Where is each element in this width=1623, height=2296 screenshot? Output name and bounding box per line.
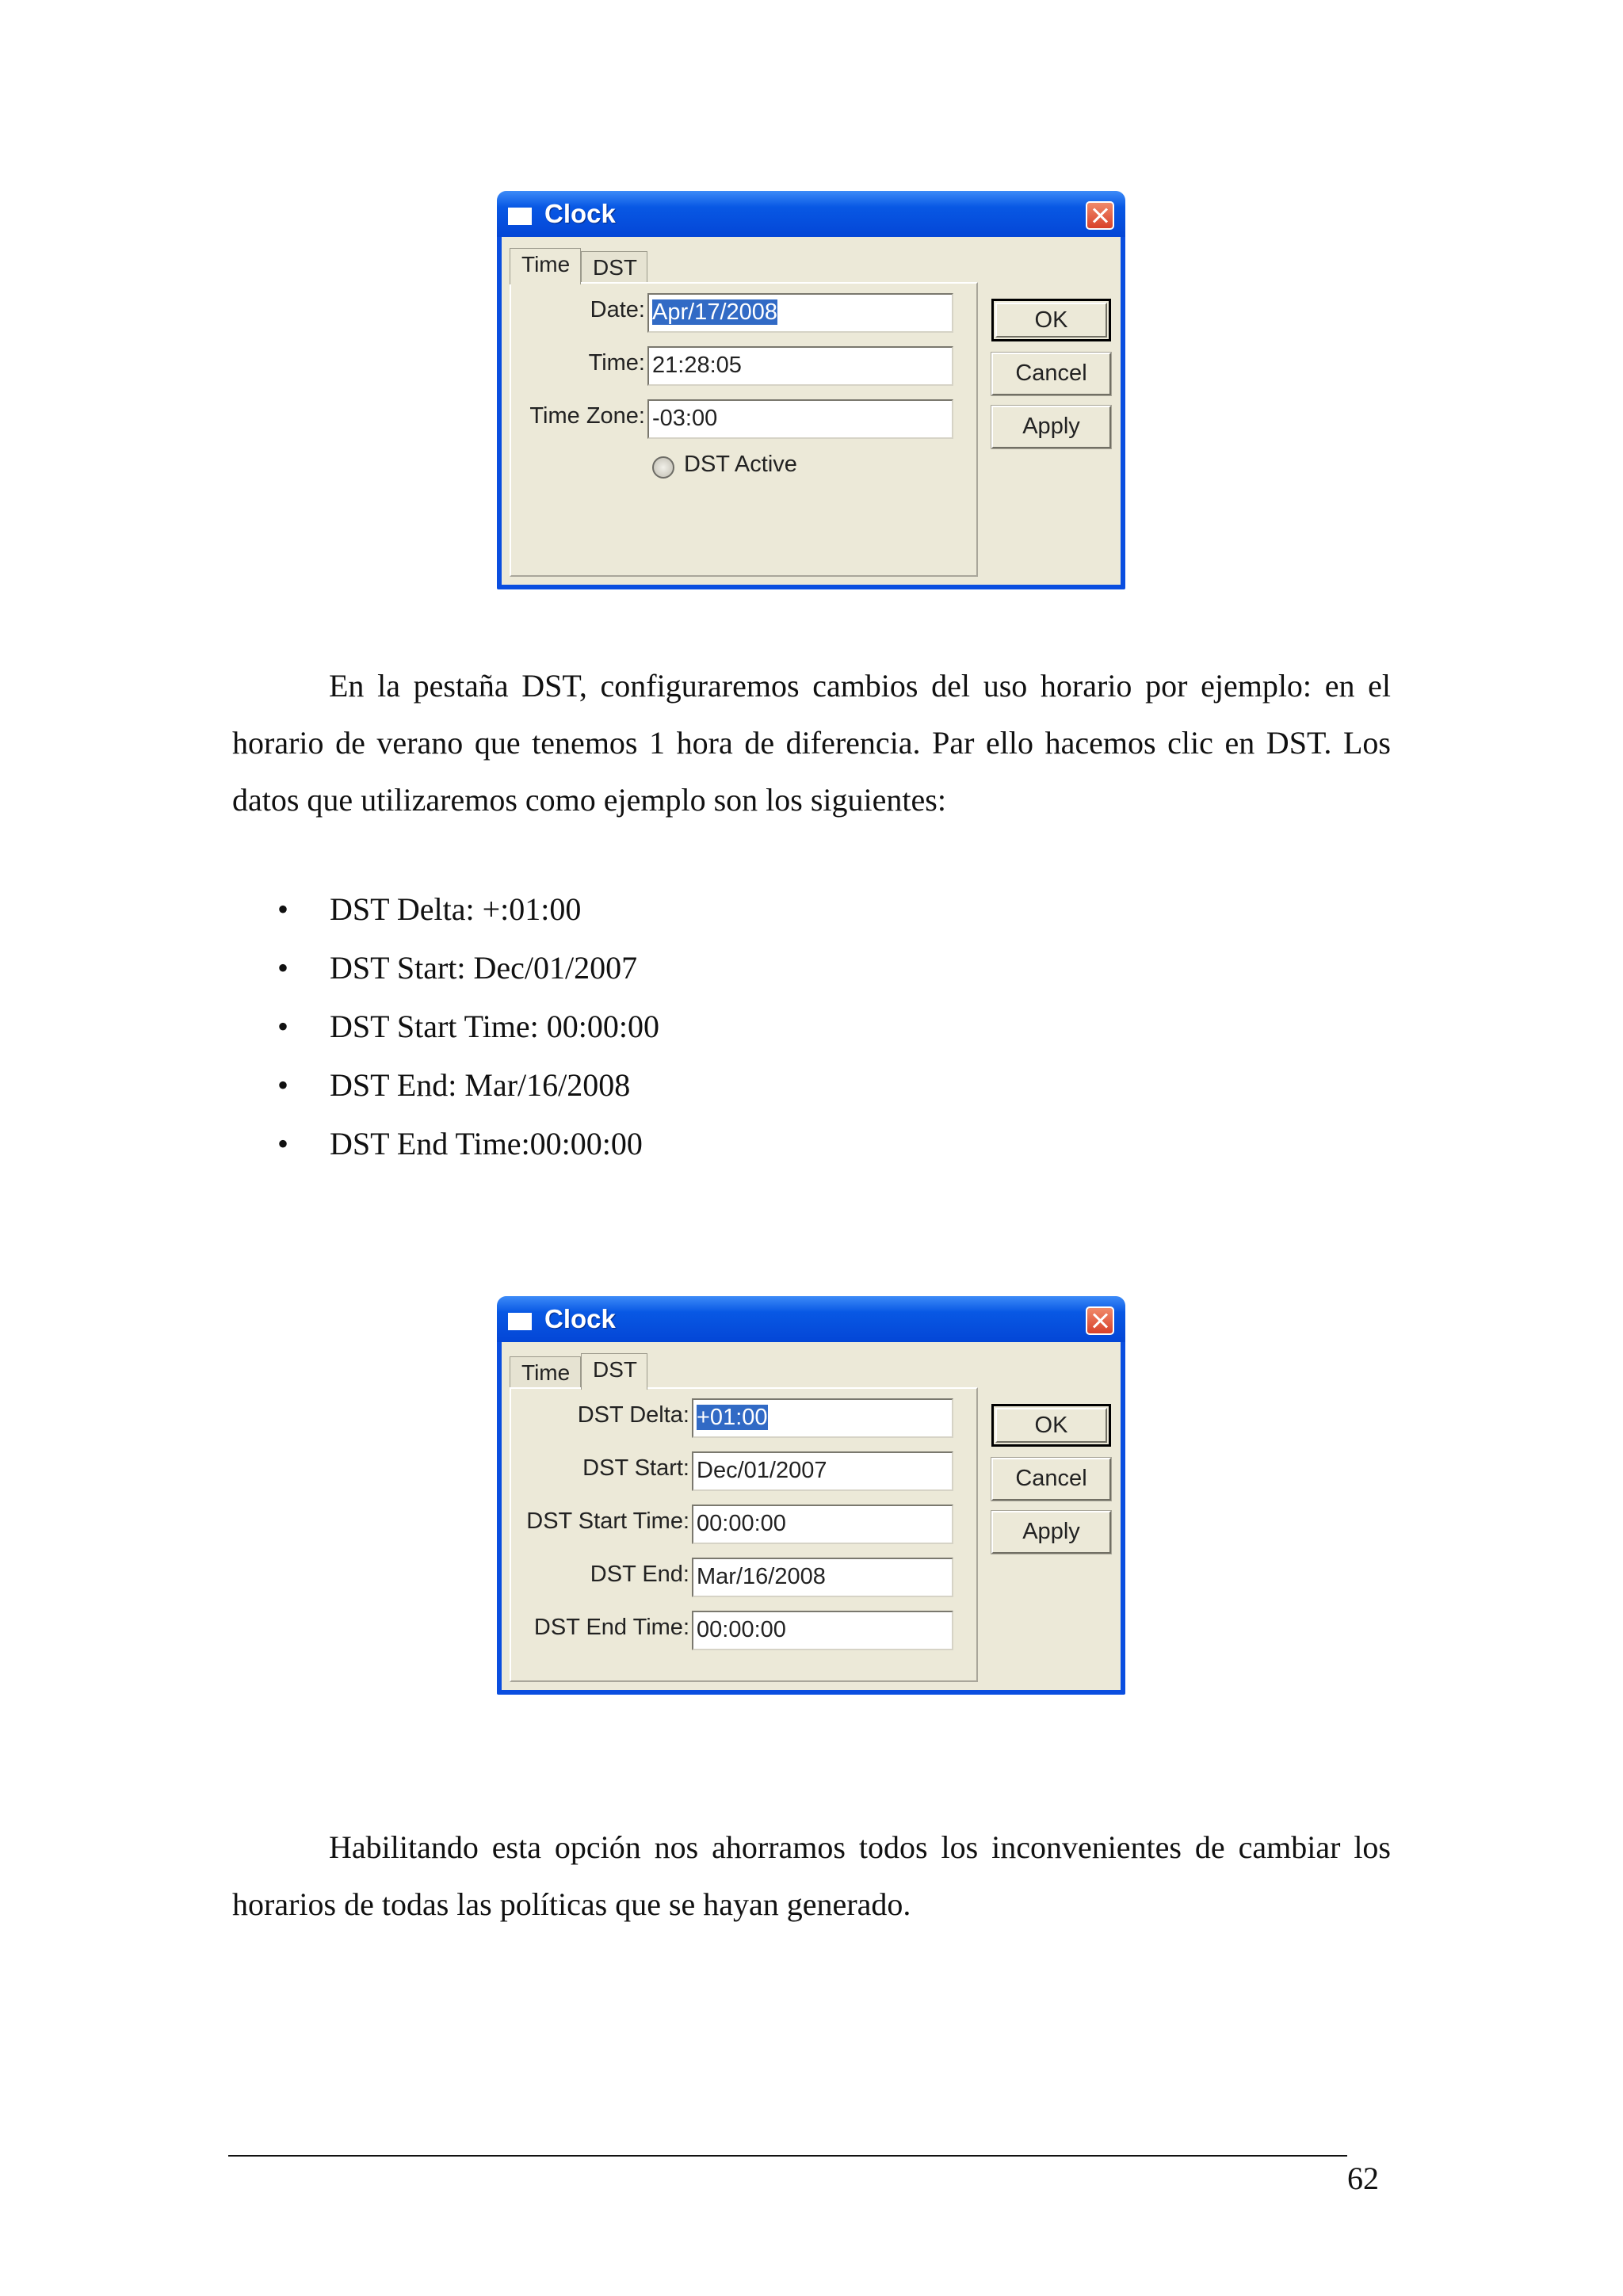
- apply-button[interactable]: Apply: [991, 406, 1111, 448]
- dst-active-label: DST Active: [684, 452, 797, 477]
- list-item: • DST End Time:00:00:00: [277, 1115, 659, 1173]
- tab-time[interactable]: Time: [510, 248, 581, 284]
- list-item: • DST End: Mar/16/2008: [277, 1056, 659, 1115]
- list-item: • DST Start: Dec/01/2007: [277, 939, 659, 997]
- tab-time[interactable]: Time: [510, 1356, 581, 1388]
- dialog-title: Clock: [544, 199, 616, 228]
- clock-dialog-time: [497, 191, 1125, 589]
- title-bar[interactable]: [497, 191, 1125, 237]
- dst-end-field[interactable]: Mar/16/2008: [692, 1558, 953, 1597]
- list-item: • DST Start Time: 00:00:00: [277, 997, 659, 1056]
- ok-button[interactable]: [991, 1404, 1111, 1447]
- date-field[interactable]: [647, 293, 953, 333]
- time-label: Time:: [588, 350, 645, 376]
- close-button[interactable]: [1086, 201, 1114, 230]
- ok-button-label: OK: [1034, 307, 1068, 333]
- window-icon: [508, 208, 532, 225]
- dst-start-time-field[interactable]: 00:00:00: [692, 1505, 953, 1544]
- tab-dst[interactable]: DST: [581, 1353, 647, 1390]
- dst-end-time-label: DST End Time:: [533, 1615, 689, 1640]
- clock-dialog-dst: [497, 1296, 1125, 1695]
- paragraph-intro: [232, 658, 1391, 829]
- dialog-client: [502, 1342, 1121, 1690]
- close-button[interactable]: [1086, 1306, 1114, 1335]
- ok-button[interactable]: [991, 299, 1111, 341]
- dst-end-label: DST End:: [590, 1562, 689, 1587]
- dst-start-label: DST Start:: [582, 1455, 689, 1481]
- time-field[interactable]: 21:28:05: [647, 346, 953, 386]
- dst-start-field[interactable]: Dec/01/2007: [692, 1451, 953, 1491]
- ok-button-label: OK: [1034, 1413, 1068, 1438]
- apply-button[interactable]: Apply: [991, 1511, 1111, 1554]
- list-item: • DST Delta: +:01:00: [277, 880, 659, 939]
- paragraph-intro-text: En la pestaña DST, configuraremos cambios del uso horario por ejemplo: en el horario de verano que tenemos 1 hora de diferencia. Par ello hacemos clic en DST. Los datos que utilizaremos como ejemplo son los siguientes:: [232, 668, 1391, 818]
- page-number: 62: [1347, 2161, 1379, 2196]
- dialog-client: [502, 237, 1121, 585]
- dst-delta-value: +01:00: [697, 1405, 768, 1430]
- window-icon: [508, 1313, 532, 1330]
- paragraph-conclusion-text: Habilitando esta opción nos ahorramos todos los inconvenientes de cambiar los horarios de todas las políticas que se hayan generado.: [232, 1829, 1391, 1922]
- footer-divider: [228, 2155, 1347, 2157]
- tab-panel-time: [510, 282, 978, 577]
- tab-dst[interactable]: DST: [581, 251, 647, 283]
- dst-delta-label: DST Delta:: [577, 1402, 689, 1428]
- time-zone-field[interactable]: -03:00: [647, 399, 953, 439]
- cancel-button[interactable]: Cancel: [991, 353, 1111, 395]
- dst-settings-list: [277, 880, 659, 1173]
- dst-start-time-label: DST Start Time:: [526, 1508, 689, 1534]
- dst-delta-field[interactable]: [692, 1398, 953, 1438]
- date-value: Apr/17/2008: [652, 299, 778, 325]
- title-bar[interactable]: [497, 1296, 1125, 1342]
- dst-end-time-field[interactable]: 00:00:00: [692, 1611, 953, 1650]
- date-label: Date:: [590, 297, 645, 322]
- time-zone-label: Time Zone:: [529, 403, 645, 429]
- paragraph-conclusion: [232, 1819, 1391, 1933]
- radio-indicator-icon: [652, 456, 674, 479]
- dialog-title: Clock: [544, 1304, 616, 1333]
- tab-panel-dst: [510, 1387, 978, 1682]
- cancel-button[interactable]: Cancel: [991, 1458, 1111, 1501]
